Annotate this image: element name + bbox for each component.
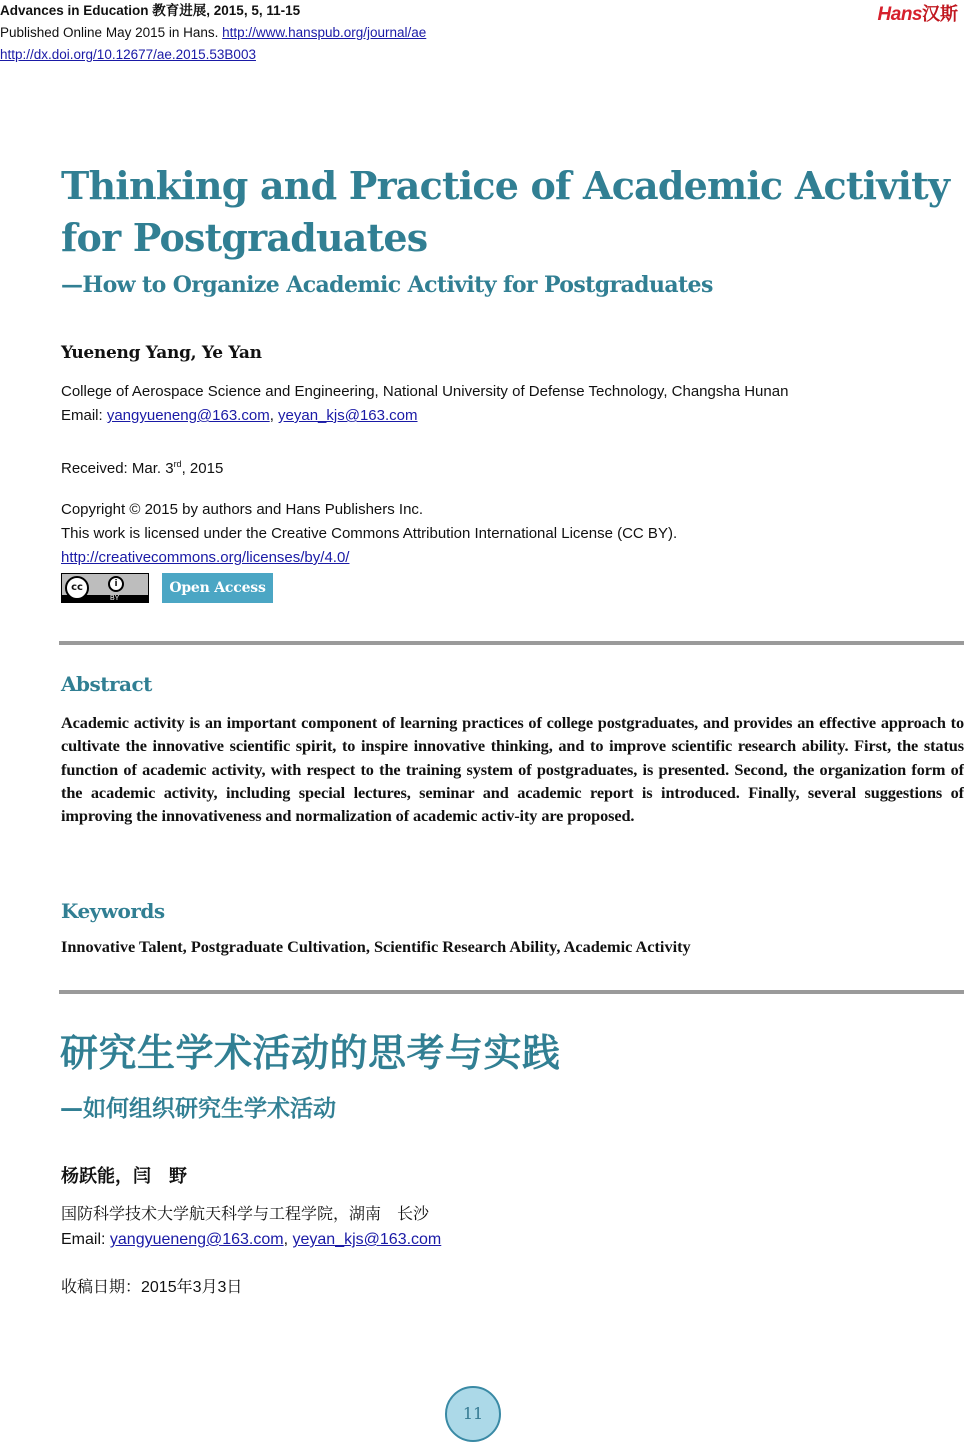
- doi-link[interactable]: http://dx.doi.org/10.12677/ae.2015.53B003: [0, 47, 256, 62]
- email-link-1[interactable]: yangyueneng@163.com: [106, 407, 270, 424]
- open-access-badge: Open Access: [162, 573, 273, 603]
- journal-header: [0, 0, 426, 66]
- by-label: BY: [110, 595, 120, 602]
- email-label: Email:: [61, 1231, 110, 1248]
- chinese-authors: 杨跃能，闫 野: [61, 1166, 187, 1187]
- keywords-text: Innovative Talent, Postgraduate Cultivation, Scientific Research Ability, Academic Activity: [61, 937, 691, 956]
- divider: [59, 990, 964, 994]
- chinese-title: 研究生学术活动的思考与实践: [60, 1031, 561, 1075]
- email-link-2[interactable]: yeyan_kjs@163.com: [278, 407, 418, 424]
- email-line: [61, 404, 418, 428]
- chinese-subtitle: —如何组织研究生学术活动: [60, 1096, 336, 1122]
- divider: [59, 641, 964, 645]
- affiliation: College of Aerospace Science and Engineering, National University of Defense Technology, Changsha Hunan: [61, 383, 789, 400]
- journal-citation: Advances in Education 教育进展, 2015, 5, 11-15: [0, 3, 301, 18]
- email-label: Email:: [61, 407, 107, 424]
- chinese-affiliation: 国防科学技术大学航天科学与工程学院，湖南 长沙: [61, 1206, 430, 1223]
- chinese-received-date: 收稿日期：2015年3月3日: [61, 1279, 243, 1296]
- received-sup: rd: [173, 459, 182, 469]
- hans-logo: [878, 0, 958, 26]
- license-text: This work is licensed under the Creative Commons Attribution International License (CC BY).: [61, 525, 678, 542]
- brand-latin: Hans: [877, 4, 922, 25]
- email-separator: ,: [269, 407, 279, 424]
- authors: Yueneng Yang, Ye Yan: [61, 343, 262, 363]
- keywords-heading: Keywords: [61, 899, 165, 923]
- email-link-2[interactable]: yeyan_kjs@163.com: [292, 1231, 442, 1248]
- page-number: 11: [445, 1386, 501, 1442]
- journal-link[interactable]: http://www.hanspub.org/journal/ae: [222, 25, 427, 40]
- abstract-text: Academic activity is an important component of learning practices of college postgraduates, and provides an effective approach to cultivate the innovative scientific spirit, to inspire innovative thinking, and to improve scientific research ability. First, the status function of academic activity, with respect to the training system of postgraduates, is presented. Second, the organization form of the academic activity, including special lectures, seminar and academic report is introduced. Finally, several suggestions of improving the innovativeness and normalization of academic activ-ity are proposed.: [61, 713, 964, 826]
- published-line: [0, 22, 426, 44]
- abstract-heading: Abstract: [61, 672, 152, 696]
- received-date: [61, 452, 223, 481]
- attribution-icon: i: [108, 576, 124, 592]
- paper-subtitle: —How to Organize Academic Activity for Postgraduates: [61, 272, 713, 298]
- cc-icon: cc: [65, 576, 89, 600]
- license-link[interactable]: http://creativecommons.org/licenses/by/4.0/: [61, 549, 350, 566]
- email-link-1[interactable]: yangyueneng@163.com: [109, 1231, 284, 1248]
- received-prefix: Received: Mar. 3: [61, 460, 174, 477]
- brand-cn: 汉斯: [922, 4, 958, 24]
- paper-title: Thinking and Practice of Academic Activity for Postgraduates: [61, 163, 950, 260]
- published-text: Published Online May 2015 in Hans.: [0, 25, 223, 40]
- received-suffix: , 2015: [181, 460, 224, 477]
- chinese-email-line: [61, 1228, 441, 1252]
- email-separator: ,: [283, 1231, 293, 1248]
- cc-by-badge[interactable]: [61, 573, 149, 603]
- copyright: Copyright © 2015 by authors and Hans Publishers Inc.: [61, 501, 424, 518]
